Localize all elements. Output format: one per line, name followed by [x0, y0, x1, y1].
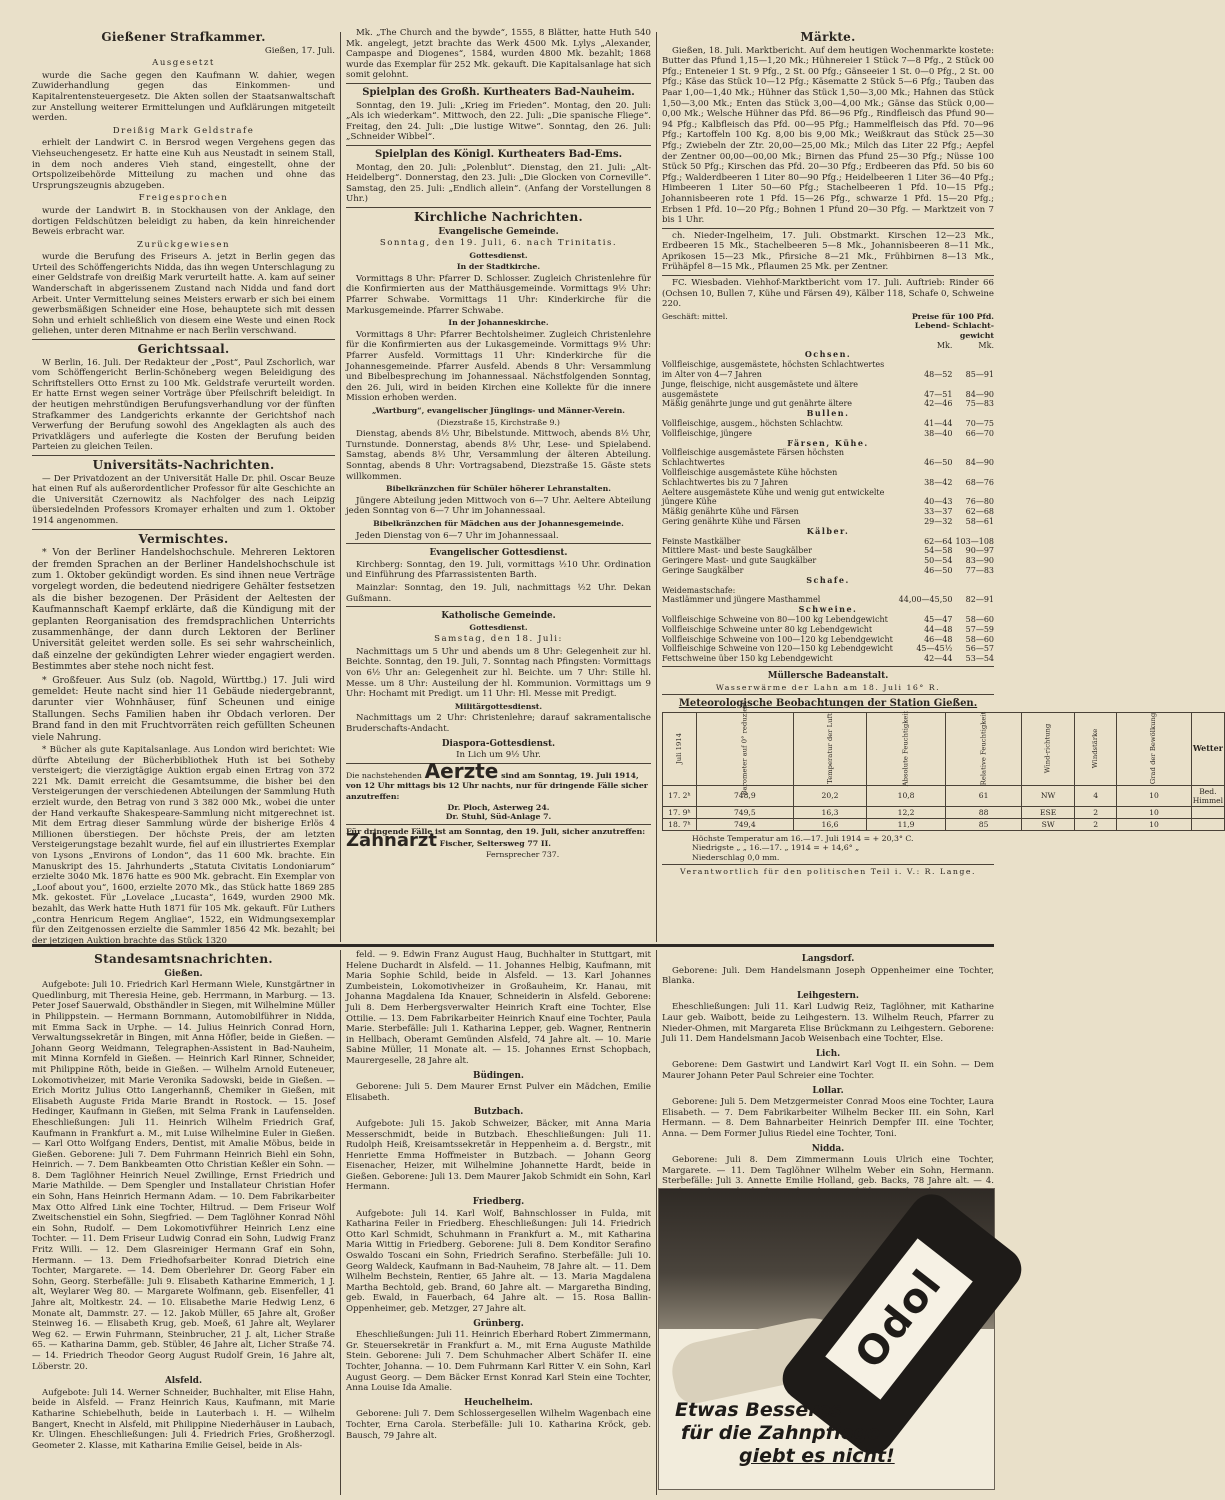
column-rule-2: [656, 32, 657, 942]
weather-day: 17.: [668, 807, 681, 817]
price-label: Vollfleischige Schweine von 120—150 kg Lebendgewicht: [662, 644, 893, 654]
price-label: Gering genährte Kühe und Färsen: [662, 516, 801, 526]
weather-date: [663, 785, 697, 806]
weather-cell-abs: 10,8: [867, 785, 946, 806]
town-heading: Lich.: [815, 1048, 841, 1059]
weather-hour: 9ʰ: [680, 807, 691, 817]
price-heading: Preise für 100 Pfd. Lebend- Schlacht- gewicht: [911, 311, 994, 341]
price-row: [662, 635, 994, 645]
live-weight-price: 54—58: [924, 546, 953, 556]
subhead: In der Johanneskirche.: [448, 318, 549, 328]
weather-cell-wind: NW: [1022, 785, 1075, 806]
registry-text: Geborene: Dem Gastwirt und Landwirt Karl Vogt II. ein Sohn. — Dem Maurer Johann Peter Paul Schreier eine Tochter.: [662, 1060, 994, 1081]
weather-cell-temp: 20,2: [793, 785, 867, 806]
price-label: Feinste Mastkälber: [662, 536, 741, 546]
live-weight-price: 40—43: [924, 497, 953, 507]
live-weight-price: 38—40: [924, 428, 953, 438]
subhead: Katholische Gemeinde.: [441, 611, 556, 622]
weather-cell-ws: 4: [1074, 785, 1116, 806]
article-text: * Großfeuer. Aus Sulz (ob. Nagold, Württbg.) 17. Juli wird gemeldet: Heute nacht sind hier 11 Gebäude niedergebrannt, darunter vier Wohnhäuser, fünf Scheunen und einige Stallungen. Sechs Familien haben ihr Obdach verloren. Der Brand fand in den mit Fruchtvorräten reich gefüllten Scheunen viele Nahrung.: [32, 674, 335, 743]
live-weight-price: 44—48: [924, 624, 953, 634]
weather-cell-ws: 2: [1074, 818, 1116, 830]
live-weight-price: 42—44: [924, 654, 953, 664]
weather-header-label: Juli 1914: [674, 733, 683, 765]
weather-header-label: Windstärke: [1091, 728, 1100, 769]
live-weight-price: 45—47: [924, 614, 953, 624]
article-text: Montag, den 20. Juli: „Polenblut“. Dienstag, den 21. Juli: „Alt-Heidelberg“. Donnerstag, den 23. Juli: „Die Glocken von Corneville“. Samstag, den 25. Juli: „Endlich allein“. (Anfang der Vorstellungen 8 Uhr.): [346, 162, 651, 205]
section-title-strafkammer: Gießener Strafkammer.: [101, 30, 266, 44]
live-weight-price: 47—51: [924, 389, 953, 399]
subhead: Gottesdienst.: [469, 250, 528, 260]
article-text: wurde der Landwirt B. in Stockhausen von der Anklage, den dortigen Feldschützen beleidigt zu haben, da kein hinreichender Beweis erbracht war.: [32, 205, 335, 238]
price-label: Mittlere Mast- und beste Saugkälber: [662, 546, 812, 556]
weather-day: 18.: [668, 819, 681, 829]
weather-cell-abs: 12,2: [867, 806, 946, 818]
weather-cell-rel: 88: [945, 806, 1022, 818]
subhead: „Wartburg“, evangelischer Jünglings- und Männer-Verein.: [371, 406, 626, 415]
business-note: Geschäft: mittel.: [662, 311, 728, 321]
section-title-gerichtssaal: Gerichtssaal.: [137, 342, 230, 357]
article-text: wurde die Sache gegen den Kaufmann W. dahier, wegen Zuwiderhandlung gegen das Einkommen- und Kapitalrentensteuergesetz. Die Akten sollen der Staatsanwaltschaft zur Anstellung weiterer Ermittelungen und Aufklärungen mitgeteilt werden.: [32, 70, 335, 124]
odol-advertisement: [658, 1188, 995, 1490]
divider: [662, 864, 994, 865]
article-text: Dienstag, abends 8½ Uhr, Bibelstunde. Mittwoch, abends 8½ Uhr, Turnstunde. Donnerstag, abends 8½ Uhr, Lese- und Spielabend. Samstag, abends 8½ Uhr, Versammlung der älteren Abteilung. Sonntag, abends 8 Uhr: Vortragsabend, Diezstraße 15. Gäste stets willkommen.: [346, 429, 651, 482]
registry-text: Aufgebote: Juli 14. Werner Schneider, Buchhalter, mit Elise Hahn, beide in Alsfeld. — Franz Heinrich Kaus, Kaufmann, mit Marie Katharine Schiebelhuth, beide in Lauterbach i. H. — Wilhelm Bangert, Knecht in Alsfeld, mit Philippine Niederhäuser in Laubach, Kr. Ulingen. Eheschließungen: Juli 4. Friedrich Fries, Großherzogl. Geometer 2. Klasse, mit Katharina Emilie Geisel, beide in Als-: [32, 1387, 335, 1451]
aerzte-heading: Aerzte: [424, 758, 499, 783]
slaughter-weight-price: 56—57: [965, 644, 994, 654]
standesamt-col-1: [32, 950, 335, 1495]
slaughter-weight-price: [952, 586, 994, 596]
price-row: [662, 488, 994, 508]
weather-hour: 2ʰ: [680, 791, 691, 801]
price-row: [662, 546, 994, 556]
article-text: W Berlin, 16. Juli. Der Redakteur der „Post“, Paul Zschorlich, war vom Schöffengericht Berlin-Schöneberg wegen Beleidigung des Schriftstellers Otto Ernst zu 100 Mk. Geldstrafe verurteilt worden. Er hatte Ernst wegen seiner Vorträge über Pfeilschrift beleidigt. In der heutigen mehrstündigen Berufungsverhandlung vor der fünften Strafkammer des Landgerichts erkannte der Gerichtshof nach Verwerfung der Berufung sowohl des Angeklagten als auch des Privatklägers und auferlegte die Kosten der Berufung beiden Parteien zu gleichen Teilen.: [32, 357, 335, 453]
price-row: [662, 448, 994, 468]
article-text: Wasserwärme der Lahn am 18. Juli 16° R.: [715, 682, 941, 692]
subhead: Zurückgewiesen: [137, 239, 230, 250]
article-text: Nachmittags um 2 Uhr: Christenlehre; darauf sakramentalische Bruderschafts-Andacht.: [346, 713, 651, 735]
weather-header: [1022, 712, 1075, 785]
price-row: [662, 507, 994, 517]
price-label: Geringere Mast- und gute Saugkälber: [662, 556, 817, 566]
live-weight-price: 42—46: [924, 399, 953, 409]
divider: [346, 207, 651, 208]
weather-day: 17.: [668, 791, 681, 801]
weather-row: [663, 818, 1225, 830]
dentist-phone: Fernsprecher 737.: [486, 849, 560, 859]
slaughter-weight-price: 66—70: [965, 428, 994, 438]
article-text: Vormittags 8 Uhr: Pfarrer D. Schlosser. Zugleich Christenlehre für die Konfirmierten aus der Matthäusgemeinde. Vormittags 9½ Uhr: Pfarrer Schwabe. Vormittags 11 Uhr: Kinderkirche für die Markusgemeinde. Pfarrer Schwabe.: [346, 273, 651, 316]
category-title: Färsen, Kühe.: [787, 437, 869, 448]
registry-text: Geborene: Juli 7. Dem Schlossergesellen Wilhelm Wagenbach eine Tochter, Erna Carola. Sterbefälle: Juli 10. Katharina Kröck, geb. Bausch, 79 Jahre alt.: [346, 1409, 651, 1441]
weather-cell-rel: 85: [945, 818, 1022, 830]
registry-text: Geborene: Juli 5. Dem Maurer Ernst Pulver ein Mädchen, Emilie Elisabeth.: [346, 1082, 651, 1103]
section-title-nauheim: Spielplan des Großh. Kurtheaters Bad-Nauheim.: [362, 86, 635, 98]
weather-date: [663, 818, 697, 830]
weather-header-label: Barometer auf 0° reduziert: [740, 701, 749, 796]
category-row: [662, 605, 994, 615]
slaughter-weight-price: 85—91: [965, 370, 994, 380]
slaughter-weight-price: 70—75: [965, 419, 994, 428]
divider: [32, 455, 335, 456]
article-text: Mk. „The Church and the bywde“, 1555, 8 Blätter, hatte Huth 540 Mk. angelegt, jetzt brachte das Werk 4500 Mk. Lylys „Alexander, Campaspe and Diogenes“, 1584, wurden 4800 Mk. bezahlt; 1868 wurde das Exemplar für 252 Mk. gekauft. Die Kapitalsanlage hat sich somit gelohnt.: [346, 28, 651, 81]
slaughter-weight-price: 90—97: [965, 546, 994, 556]
live-weight-price: 38—42: [924, 477, 953, 487]
article-text: Mainzlar: Sonntag, den 19. Juli, nachmittags ½2 Uhr. Dekan Gußmann.: [346, 582, 651, 604]
price-label: Vollfleischige ausgemästete Färsen höchsten Schlachtwertes: [662, 448, 845, 468]
market-report: ch. Nieder-Ingelheim, 17. Juli. Obstmarkt. Kirschen 12—23 Mk., Erdbeeren 15 Mk., Stachelbeeren 5—8 Mk., Johannisbeeren 8—11 Mk., Aprikosen 15—23 Mk., Pfirsiche 8—21 Mk., Frühbirnen 8—13 Mk., Frühäpfel 8—15 Mk., Pflaumen 25 Mk. per Zentner.: [662, 230, 994, 273]
subhead: (Diezstraße 15, Kirchstraße 9.): [437, 417, 560, 427]
weather-header: [793, 712, 867, 785]
slaughter-weight-price: 84—90: [965, 458, 994, 468]
price-label: Fettschweine über 150 kg Lebendgewicht: [662, 654, 833, 664]
subhead: In der Stadtkirche.: [456, 262, 541, 272]
town-heading: Büdingen.: [473, 1070, 524, 1081]
notice-prefix: Die nachstehenden: [346, 770, 422, 780]
article-text: — Der Privatdozent an der Universität Halle Dr. phil. Oscar Beuze hat einen Ruf als außerordentlicher Professor für alte Geschichte an die Universität Czernowitz als Nachfolger des nach Leipzig übersiedelnden Professors Kromayer erhalten und zum 1. Oktober 1914 angenommen.: [32, 473, 335, 526]
weather-cell-bar: 749,4: [696, 818, 793, 830]
weather-cell-wx: Bed. Himmel: [1192, 786, 1224, 805]
subhead: Ausgesetzt: [152, 58, 215, 69]
category-row: [662, 350, 994, 360]
weather-cell-ws: 2: [1074, 806, 1116, 818]
category-title: Kälber.: [806, 525, 850, 536]
weather-cell-temp: 16,3: [793, 806, 867, 818]
live-weight-price: 33—37: [924, 507, 953, 517]
category-row: [662, 409, 994, 419]
weather-cell-wx: [1191, 806, 1224, 818]
weather-summary: [662, 831, 994, 863]
live-weight-price: 29—32: [924, 516, 953, 526]
price-label: Vollfleischige, ausgem., höchsten Schlachtw.: [662, 419, 844, 428]
category-title: Schafe.: [806, 574, 850, 585]
standesamt-col-3: [662, 950, 994, 1187]
subhead: Samstag, den 18. Juli:: [434, 634, 563, 645]
town-heading: Langsdorf.: [801, 954, 855, 964]
dentist-name: Fischer, Seltersweg 77 II.: [439, 839, 551, 849]
registry-text: Eheschließungen: Juli 11. Karl Ludwig Reiz, Taglöhner, mit Katharine Laur geb. Waibott, beide zu Leihgestern. 13. Wilhelm Reuch, Pfarrer zu Nieder-Ohmen, mit Margareta Elise Brückmann zu Leihgestern. Geborene: Juli 11. Dem Handelsmann Jacob Weisenbach eine Tochter, Else.: [662, 1002, 994, 1045]
subhead: Evangelischer Gottesdienst.: [429, 548, 568, 559]
column-rule-4: [656, 950, 657, 1495]
registry-text: Geborene: Juli 8. Dem Zimmermann Louis Ulrich eine Tochter, Margarete. — 11. Dem Taglöhner Wilhelm Weber ein Sohn, Hermann. Sterbefälle: Juli 3. Annette Emilie Holland, geb. Backs, 78 Jahre alt. — 4.: [662, 1155, 994, 1187]
town-heading: Friedberg.: [472, 1197, 525, 1208]
subhead: Evangelische Gemeinde.: [438, 226, 559, 237]
article-text: wurde die Berufung des Friseurs A. jetzt in Berlin gegen das Urteil des Schöffengerichts Nidda, das ihn wegen Unterschlagung zu einer Geldstrafe von dreißig Mark verurteilt hatte. A. kam auf seiner Wanderschaft in abgerissenem Zustand nach Nidda und fand dort Arbeit. Unter Vermittelung seines Meisters erwarb er sich bei einem gewerbsmäßigen Schneider eine Hose, behauptete sich mit dessen Sohn und erhielt schließlich von diesem eine Weste und einen Rock geliehen, unter deren Mitnahme er nach Berlin verschwand.: [32, 252, 335, 337]
weather-cell-cl: 10: [1117, 785, 1191, 806]
article-text: * Von der Berliner Handelshochschule. Mehreren Lektoren der fremden Sprachen an der Berliner Handelshochschule ist zum 1. Oktober gekündigt worden. Es sind ihnen neue Verträge vorgelegt worden, die bedeutend niedrigere Gehälter festsetzen als die bisher bezogenen. Der Präsident der Aeltesten der Kaufmannschaft Kaempf erklärte, daß die Kündigung mit der geplanten Reorganisation des fremdsprachlichen Unterrichts zusammenhänge, der dann durch Lektoren der Berliner Universität geleitet werden solle. Es sei sehr wahrscheinlich, daß einzelne der gekündigten Lehrer wieder engagiert werden. Bestimmtes aber stehe noch nicht fest.: [32, 547, 335, 673]
category-title: Ochsen.: [804, 349, 852, 360]
doctor-entry: Dr. Ploch, Asterweg 24.: [447, 802, 550, 812]
slaughter-weight-price: 53—54: [965, 654, 994, 664]
divider: [662, 666, 994, 667]
section-title-standesamt: Standesamtsnachrichten.: [94, 952, 273, 966]
section-title-ems: Spielplan des Königl. Kurtheaters Bad-Ems.: [374, 148, 623, 160]
weather-header-label: Wetter: [1192, 742, 1223, 753]
weather-cell-bar: 749,5: [696, 806, 793, 818]
dateline: Gießen, 17. Juli.: [264, 45, 335, 56]
subhead: Gottesdienst.: [469, 622, 528, 632]
weather-title: Meteorologische Beobachtungen der Station Gießen.: [678, 698, 978, 710]
price-label: Mastlämmer und jüngere Masthammel: [662, 595, 821, 605]
article-text: Vormittags 8 Uhr: Pfarrer Bechtolsheimer. Zugleich Christenlehre für die Konfirmierten aus der Lukasgemeinde. Vormittags 9½ Uhr: Pfarrer Ausfeld. Vormittags 11 Uhr: Kinderkirche für die Johannesgemeinde. Pfarrer Ausfeld. Abends 8 Uhr: Versammlung und Bibelbesprechung im Johannessaal. Nächstfolgenden Sonntag, den 26. Juli, wird in beiden Kirchen eine Kollekte für die innere Mission erhoben werden.: [346, 329, 651, 404]
left-column: [32, 28, 335, 946]
notice-text: sind am Sonntag, 19. Juli 1914, von 12 Uhr mittags bis 12 Uhr nachts, nur für dringende Fälle sicher anzutreffen:: [346, 770, 648, 801]
price-label: Vollfleischige, ausgemästete, höchsten Schlachtwertes im Alter von 4—7 Jahren: [662, 360, 885, 380]
price-row: [662, 468, 994, 488]
price-label: Vollfleischige Schweine von 80—100 kg Lebendgewicht: [662, 614, 888, 624]
weather-header-label: Temperatur der Luft: [825, 713, 834, 784]
slaughter-weight-price: 68—76: [965, 477, 994, 487]
category-row: [662, 439, 994, 449]
slaughter-weight-price: 58—60: [965, 614, 994, 624]
price-row: [662, 556, 994, 566]
price-row: [662, 625, 994, 635]
divider: [346, 145, 651, 146]
category-row: [662, 576, 994, 586]
price-row: [662, 537, 994, 547]
slaughter-weight-price: 75—83: [965, 399, 994, 409]
subhead: Bibelkränzchen für Schüler höherer Lehranstalten.: [386, 484, 611, 494]
price-label: Vollfleischige Schweine unter 80 kg Lebendgewicht: [662, 624, 873, 634]
precipitation: Niederschlag 0,0 mm.: [692, 852, 780, 862]
registry-text: Eheschließungen: Juli 11. Heinrich Eberhard Robert Zimmermann, Gr. Steuersekretär in Frankfurt a. M., mit Erna Auguste Mathilde Stein. Geborene: Juli 7. Dem Schuhmacher Albert Schäfer II. eine Tochter, Johanna. — 10. Dem Fuhrmann Karl Ritter V. ein Sohn, Karl August Georg. — Dem Bäcker Ernst Konrad Karl Stein eine Tochter, Anna Louise Ida Amalie.: [346, 1330, 651, 1394]
divider: [662, 228, 994, 229]
weather-header: [1117, 712, 1191, 785]
min-temp: Niedrigste „ „ 16.—17. „ 1914 = + 14,6° „: [692, 843, 860, 853]
registry-text: Geborene: Juli. Dem Handelsmann Joseph Oppenheimer eine Tochter, Blanka.: [662, 965, 994, 987]
slaughter-weight-price: 58—60: [965, 634, 994, 644]
weather-cell-wind: ESE: [1022, 806, 1075, 818]
unit-spacer: [662, 341, 896, 351]
live-weight-price: 45—45½: [916, 644, 953, 654]
middle-column: [346, 28, 651, 940]
weather-cell-temp: 16,6: [793, 818, 867, 830]
town-heading: Nidda.: [811, 1143, 845, 1154]
right-column: [662, 28, 1224, 940]
section-title-kirchlich: Kirchliche Nachrichten.: [414, 209, 583, 224]
ad-tagline-line: für die Zahnpflege: [681, 1422, 880, 1444]
weather-header: [1074, 712, 1116, 785]
article-text: Jeden Dienstag von 6—7 Uhr im Johannessaal.: [356, 530, 559, 541]
article-text: Kirchberg: Sonntag, den 19. Juli, vormittags ½10 Uhr. Ordination und Einführung des Pfarrassistenten Barth.: [346, 559, 651, 581]
article-text: * Bücher als gute Kapitalsanlage. Aus London wird berichtet: Wie dürfte Abteilung der Bücherbibliothek Huth ist bei Sotheby versteigert; die vierzigtägige Auktion ergab einen Ertrag von 372 221 Mk. Damit erreicht die Gesamtsumme, die bisher bei den Versteigerungen der verschiedenen Abteilungen der Sammlung Huth erzielt wurde, den Betrag von rund 3 382 000 Mk., wobei die unter der Hand verkaufte Shakespeare-Sammlung nicht mitgerechnet ist. Mit dem Ertrag dieser Sammlung würde der bisherige Erlös 4 Millionen überstiegen. Der höchste Preis, der am letzten Versteigerungstage bezahlt wurde, fiel auf ein illustriertes Exemplar von Lysons „Environs of London“, das 11 600 Mk. brachte. Ein Manuskript des 15. Jahrhunderts „Statuta Civitatis Londoniarum“ erzielte 3040 Mk. 1876 hatte es 900 Mk. gebracht. Ein Exemplar von „Loof about you“, 1600, erzielte 2070 Mk., das Stück hatte 1869 285 Mk. gekostet. Für „Lovelace „Lucasta“, 1649, wurden 2900 Mk. bezahlt, das Werk hatte Huth 1871 für 105 Mk. gekauft. Für Luthers „contra Henricum Regem Angliae“, 1522, ein Widmungsexemplar für den Zeitgenossen erzielte die Sammler 1856 42 Mk. bezahlt; bei der jetzigen Auktion brachte das Stück 1320: [32, 745, 335, 946]
price-label: Vollfleischige Schweine von 100—120 kg Lebendgewicht: [662, 634, 893, 644]
standesamt-col-2: [346, 950, 651, 1495]
responsible-editor: Verantwortlich für den politischen Teil i. V.: R. Lange.: [680, 867, 976, 877]
live-weight-price: 41—44: [924, 419, 953, 428]
divider: [662, 694, 994, 695]
divider: [346, 543, 651, 544]
column-rule-1: [340, 32, 341, 942]
registry-text: feld. — 9. Edwin Franz August Haug, Buchhalter in Stuttgart, mit Helene Duchardt in Alsfeld. — 11. Johannes Helbig, Kaufmann, mit Maria Sophie Schild, beide in Alsfeld. — 13. Karl Johannes Zumbeistein, Lokomotivheizer in Großauheim, Kr. Hanau, mit Johanna Magdalena Ida Knauer, Schneiderin in Alsfeld. Geborene: Juli 8. Dem Herbergsverwalter Heinrich Kraft eine Tochter, Else Ottilie. — 13. Dem Fabrikarbeiter Heinrich Knauf eine Tochter, Paula Marie. Sterbefälle: Juli 1. Katharina Lepper, geb. Wagner, Rentnerin in Hellbach, Oberamt Gemünden Alsfeld, 74 Jahre alt. — 10. Marie Sabine Müller, 11 Monate alt. — 15. Johannes Ernst Schopbach, Maurergeselle, 28 Jahre alt.: [346, 950, 651, 1066]
town-heading: Gießen.: [164, 968, 203, 979]
slaughter-weight-price: 77—83: [965, 565, 994, 575]
market-report: FC. Wiesbaden. Viehhof-Marktbericht vom 17. Juli. Auftrieb: Rinder 66 (Ochsen 10, Bullen 7, Kühe und Färsen 49), Kälber 118, Schafe 0, Schweine 220.: [662, 278, 995, 310]
section-title-maerkte: Märkte.: [800, 30, 856, 44]
ad-tagline-line: giebt es nicht!: [739, 1445, 895, 1467]
doctor-entry: Dr. Stuhl, Süd-Anlage 7.: [445, 812, 552, 822]
ad-tagline: [671, 1399, 901, 1468]
price-row: [662, 586, 994, 596]
weather-header-label: Wind-richtung: [1043, 723, 1052, 774]
weather-cell-abs: 11,9: [867, 818, 946, 830]
weather-cell-bar: 748,9: [696, 785, 793, 806]
live-weight-price: 50—54: [924, 556, 953, 566]
weather-header-label: Absolute Feuchtigkeit: [901, 710, 910, 787]
weather-hour: 7ʰ: [680, 819, 691, 829]
registry-text: Geborene: Juli 5. Dem Metzgermeister Conrad Moos eine Tochter, Laura Elisabeth. — 7. Dem Fabrikarbeiter Wilhelm Becker III. ein Sohn, Karl Hermann. — 8. Dem Bahnarbeiter Heinrich Dempfer III. eine Tochter, Anna. — Dem Former Julius Riedel eine Tochter, Toni.: [662, 1097, 994, 1139]
subhead: Müllersche Badeanstalt.: [767, 670, 889, 681]
price-table-header: [662, 312, 994, 341]
zahnarzt-heading: Zahnarzt: [346, 830, 437, 852]
slaughter-weight-price: 84—90: [965, 389, 994, 399]
slaughter-weight-price: 103—108: [955, 536, 994, 546]
divider: [662, 275, 994, 276]
price-label: Weidemastschafe:: [662, 585, 736, 595]
subhead: Militärgottesdienst.: [454, 701, 543, 711]
slaughter-weight-price: 57—59: [965, 624, 994, 634]
weather-header: [1191, 712, 1224, 785]
article-text: Jüngere Abteilung jeden Mittwoch von 6—7 Uhr. Aeltere Abteilung jeden Sonntag von 6—7 Uhr im Johannessaal.: [346, 495, 651, 517]
divider: [346, 606, 651, 607]
price-label: Mäßig genährte Kühe und Färsen: [662, 507, 799, 517]
category-title: Bullen.: [806, 408, 850, 419]
livestock-price-table: [662, 341, 994, 664]
price-row: [662, 615, 994, 625]
column-rule-3: [340, 950, 341, 1495]
article-text: In Lich um 9½ Uhr.: [456, 750, 541, 761]
subhead: Dreißig Mark Geldstrafe: [112, 125, 255, 136]
registry-text: Aufgebote: Juli 10. Friedrich Karl Hermann Wiele, Kunstgärtner in Quedlinburg, mit Theresia Heine, geb. Herrmann, in Marburg. — 13. Peter Josef Sauerwald, Obsthändler in Siegen, mit Wilhelmine Müller in Philippstein. — Hermann Bornmann, Automobilführer in Nidda, mit Emma Sack in Urphe. — 14. Julius Heinrich Conrad Horn, Verwaltungssekretär in Bingen, mit Anna Höfler, beide in Gießen. — Johann Georg Weidmann, Telegraphen-Assistent in Bad-Nauheim, mit Minna Kornfeld in Gießen. — Heinrich Karl Rinner, Schneider, mit Philippine Röth, beide in Gießen. — Wilhelm Arnold Euteneuer, Lokomotivheizer, mit Marie Veronika Sadowski, beide in Gießen. — Erich Moritz Julius Otto Langerhannß, Chemiker in Gießen, mit Elisabeth Auguste Frida Marie Brandt in Rostock. — 15. Josef Hedinger, Kaufmann in Gießen, mit Selma Frank in Laufenselden. Eheschließungen: Juli 11. Heinrich Wilhelm Friedrich Graf, Kaufmann in Frankfurt a. M., mit Luise Wilhelmine Euler in Gießen. — Karl Otto Wolfgang Enders, Dentist, mit Amalie Möbus, beide in Gießen. Geborene: Juli 7. Dem Fuhrmann Heinrich Biehl ein Sohn, Heinrich. — 7. Dem Bankbeamten Otto Christian Keßler ein Sohn. — 8. Dem Taglöhner Heinrich Neuel Zwillinge, Ernst Friedrich und Marie Mathilde. — Dem Spengler und Installateur Christian Hofer ein Sohn, Hans Heinrich Hermann Adam. — 10. Dem Fabrikarbeiter Max Otto Alfred Link eine Tochter, Hiltrud. — Dem Friseur Wolf Zweitschenstiel ein Sohn, Siegfried. — Dem Taglöhner Konrad Nöhl ein Sohn, Rudolf. — Dem Lokomotivführer Heinrich Lenz eine Tochter. — 11. Dem Friseur Ludwig Conrad ein Sohn, Ludwig Franz Fritz Willi. — 12. Dem Glasreiniger Hermann Graf ein Sohn, Hermann. — 13. Dem Friedhofsarbeiter Konrad Dietrich eine Tochter, Margarete. — 14. Dem Oberlehrer Dr. Georg Faber ein Sohn, Georg. Sterbefälle: Juli 9. Elisabeth Katharine Emmerich, 1 J. alt, Weylarer Weg 80. — Margarete Wolfmann, geb. Eisenfeller, 41 Jahre alt, Moltkestr. 24. — 10. Elisabethe Marie Hedwig Lenz, 6 Monate alt, Dammstr. 27. — 12. Jakob Müller, 65 Jahre alt, Großer Steinweg 16. — Elisabeth Krug, geb. Moeß, 61 Jahre alt, Weylarer Weg 62. — Erwin Fuhrmann, Steinbrucher, 21 J. alt, Licher Straße 65. — Katharina Damm, geb. Stübler, 46 Jahre alt, Licher Straße 74. — 14. Friedrich Theodor Georg August Rudolf Grein, 16 Jahre alt, Löberstr. 20.: [32, 980, 335, 1372]
weather-cell-wind: SW: [1022, 818, 1075, 830]
price-row: [662, 419, 994, 429]
weather-header-label: Relative Feuchtigkeit: [979, 711, 988, 786]
registry-text: Aufgebote: Juli 15. Jakob Schweizer, Bäcker, mit Anna Maria Messerschmidt, beide in Butzbach. Eheschließungen: Juli 11. Rudolph Heiß, Kreisamtssekretär in Heppenheim a. d. Bergstr., mit Henriette Emma Hoffmeister in Butzbach. — Johann Georg Eisenacher, Heizer, mit Wilhelmine Johannette Hardt, beide in Gießen. Geborene: Juli 13. Dem Maurer Jakob Schmidt ein Sohn, Karl Hermann.: [346, 1118, 651, 1193]
odol-brand-text: Odol: [846, 1260, 952, 1378]
live-weight-price: 44,00—45,50: [898, 595, 953, 605]
live-weight-price: 46—50: [924, 458, 953, 468]
market-report: Gießen, 18. Juli. Marktbericht. Auf dem heutigen Wochenmarkte kostete: Butter das Pfund 1,15—1,20 Mk.; Hühnereier 1 Stück 7—8 Pfg., 2 Stück 00 Pfg.; Enteneier 1 St. 9 Pfg., 2 St. 00 Pfg.; Gänseeier 1 St. 0—0 Pfg., 2 St. 00 Pfg.; Käse das Stück 10—12 Pfg.; Käsematte 2 Stück 5—6 Pfg.; Tauben das Paar 1,00—1,40 Mk.; Hühner das Stück 1,50—3,00 Mk.; Hahnen das Stück 1,50—3,00 Mk.; Enten das Stück 3,00—4,00 Mk.; Gänse das Stück 0,00—0,00 Mk.; Welsche Hühner das Pfd. 86—96 Pfg., Rindfleisch das Pfund 90—94 Pfg.; Kalbfleisch das Pfd. 00—95 Pfg.; Hammelfleisch das Pfd. 70—96 Pfg.; Kartoffeln 100 Kg. 8,00 bis 9,00 Mk.; Weißkraut das Stück 25—30 Pfg.; Zwiebeln der Ztr. 20,00—25,00 Mk.; Milch das Liter 22 Pfg.; Aepfel der Zentner 00,00—00,00 Mk.; Birnen das Pfund 25—30 Pfg.; Nüsse 100 Stück 50 Pfg.; Kirschen das Pfd. 20—30 Pfg.; Erdbeeren das Pfd. 50 bis 60 Pfg.; Walderdbeeren 1 Liter 80—90 Pfg.; Heidelbeeren 1 Liter 36—40 Pfg.; Himbeeren 1 Liter 50—60 Pfg.; Stachelbeeren 1 Pfd. 10—15 Pfg.; Johannisbeeren rote 1 Pfd. 15—26 Pfg., schwarze 1 Pfd. 15—20 Pfg.; Erbsen 1 Pfd. 10—20 Pfg.; Bohnen 1 Pfund 20—30 Pfg. — Marktzeit von 7 bis 1 Uhr.: [662, 45, 994, 226]
section-title-vermischtes: Vermischtes.: [138, 531, 229, 546]
article-text: Sonntag, den 19. Juli: „Krieg im Frieden“. Montag, den 20. Juli: „Als ich wiederkam“. Mittwoch, den 22. Juli: „Die spanische Fliege“. Freitag, den 24. Juli: „Die lustige Witwe“. Sonntag, den 26. Juli: „Schneider Wibbel“.: [346, 100, 651, 143]
subhead: Sonntag, den 19. Juli, 6. nach Trinitatis.: [379, 238, 618, 249]
slaughter-weight-price: 58—61: [965, 516, 994, 526]
price-row: [662, 380, 994, 400]
price-label: Junge, fleischige, nicht ausgemästete und ältere ausgemästete: [662, 379, 859, 399]
live-weight-price: 62—64: [924, 536, 953, 546]
slaughter-weight-price: 83—90: [965, 556, 994, 566]
weather-cell-cl: 10: [1117, 818, 1191, 830]
weather-row: [663, 806, 1225, 818]
weather-cell-rel: 61: [945, 785, 1022, 806]
section-title-universitaet: Universitäts-Nachrichten.: [92, 457, 275, 472]
town-heading: Leihgestern.: [797, 990, 859, 1001]
article-text: Nachmittags um 5 Uhr und abends um 8 Uhr: Gelegenheit zur hl. Beichte. Sonntag, den 19. Juli, 7. Sonntag nach Pfingsten: Vormittags von 6½ Uhr an: Gelegenheit zur hl. Beichte. um 7 Uhr: Stille hl. Messe. um 8 Uhr: Austeilung der hl. Kommunion. Vormittags um 9 Uhr: Hochamt mit Predigt. um 11 Uhr: Hl. Messe mit Predigt.: [346, 646, 651, 700]
article-text: erhielt der Landwirt C. in Bersrod wegen Vergehens gegen das Viehseuchengesetz. Er hatte eine Kuh aus Neustadt in seinem Stall, in dem noch anderes Vieh stand, eingestellt, ohne der Ortspolizeibehörde Mitteilung zu machen und ohne das Ursprungszeugnis abzugeben.: [32, 138, 335, 191]
zahnarzt-notice: [346, 825, 651, 860]
price-row: [662, 360, 994, 380]
divider: [346, 83, 651, 84]
price-label: Vollfleischige, jüngere: [662, 428, 753, 438]
subhead: Diaspora-Gottesdienst.: [441, 738, 556, 749]
slaughter-weight-price: 82—91: [965, 595, 994, 605]
ad-tagline-line: Etwas Besseres: [675, 1399, 842, 1421]
town-heading: Grünberg.: [473, 1318, 524, 1329]
weather-header: [663, 712, 697, 785]
weather-cell-wx: [1191, 818, 1224, 830]
notice-text: Für dringende Fälle ist am Sonntag, den 19. Juli, sicher anzutreffen:: [346, 826, 646, 836]
aerzte-notice: [346, 758, 651, 825]
slaughter-weight-price: 62—68: [965, 507, 994, 517]
live-weight-price: [896, 586, 953, 596]
weather-date: [663, 806, 697, 818]
category-row: [662, 527, 994, 537]
weather-header: [867, 712, 946, 785]
price-label: Mäßig genährte junge und gut genährte ältere: [662, 399, 853, 409]
live-weight-price: 48—52: [924, 370, 953, 380]
town-heading: Heuchelheim.: [464, 1397, 533, 1408]
unit-label: Mk.: [978, 340, 994, 350]
price-label: Vollfleischige ausgemästete Kühe höchsten Schlachtwertes bis zu 7 Jahren: [662, 467, 838, 487]
town-heading: Lollar.: [812, 1085, 844, 1096]
price-row: [662, 654, 994, 664]
price-row: [662, 644, 994, 654]
subhead: Bibelkränzchen für Mädchen aus der Johannesgemeinde.: [373, 518, 624, 528]
unit-label: Mk.: [936, 340, 953, 350]
registry-text: Aufgebote: Juli 14. Karl Wolf, Bahnschlosser in Fulda, mit Katharina Feiler in Friedberg. Eheschließungen: Juli 14. Friedrich Otto Karl Schmidt, Schuhmann in Frankfurt a. M., mit Katharina Maria Wittig in Friedberg. Geborene: Juli 8. Dem Konditor Serafino Oswaldo Toscani ein Sohn, Friedrich Serafino. Sterbefälle: Juli 10. Georg Waldeck, Kaufmann in Bad-Nauheim, 78 Jahre alt. — 11. Dem Wilhelm Bechstein, Rentier, 65 Jahre alt. — 13. Maria Magdalena Martha Bechtold, geb. Brand, 60 Jahre alt. — Margaretha Binding, geb. Ewald, in Fauerbach, 64 Jahre alt. — 15. Rosa Ballin-Oppenheimer, geb. Metzger, 27 Jahre alt.: [346, 1208, 651, 1314]
weather-header-label: Grad der Bewölkung: [1149, 713, 1158, 785]
category-title: Schweine.: [798, 604, 858, 615]
slaughter-weight-price: 76—80: [965, 497, 994, 507]
price-label: Aeltere ausgemästete Kühe und wenig gut entwickelte jüngere Kühe: [662, 487, 885, 507]
town-heading: Butzbach.: [473, 1107, 524, 1118]
max-temp: Höchste Temperatur am 16.—17. Juli 1914 = + 20,3° C.: [692, 833, 914, 843]
weather-header: [945, 712, 1022, 785]
price-label: Geringe Saugkälber: [662, 565, 744, 575]
live-weight-price: 46—50: [924, 565, 953, 575]
subhead: Freigesprochen: [138, 193, 229, 204]
divider: [32, 339, 335, 340]
live-weight-price: 46—48: [924, 634, 953, 644]
weather-cell-cl: 10: [1117, 806, 1191, 818]
town-heading: Alsfeld.: [164, 1376, 203, 1387]
divider: [32, 529, 335, 530]
